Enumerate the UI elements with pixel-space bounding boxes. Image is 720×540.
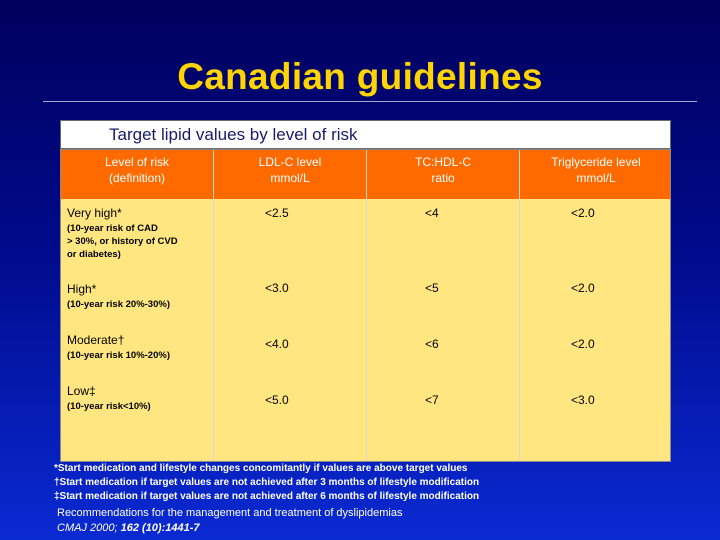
- cell-ratio-high: <5: [425, 281, 439, 295]
- header-ldl: LDL-C level mmol/L: [258, 155, 322, 185]
- cell-ldl-very-high: <2.5: [265, 206, 289, 220]
- slide-title: Canadian guidelines: [177, 56, 543, 97]
- header-risk-level: Level of risk (definition): [104, 155, 170, 185]
- column-divider: [366, 150, 367, 462]
- footnote-low: ‡Start medication if target values are not achieved after 6 months of lifestyle modification: [54, 491, 480, 502]
- title-divider: [43, 101, 697, 102]
- cell-ldl-moderate: <4.0: [265, 337, 289, 351]
- cell-tg-low: <3.0: [571, 393, 595, 407]
- row-detail-high: (10-year risk 20%-30%): [67, 299, 170, 310]
- cell-ldl-high: <3.0: [265, 281, 289, 295]
- cell-ldl-low: <5.0: [265, 393, 289, 407]
- row-label-very-high: Very high*: [67, 206, 122, 220]
- header-triglyceride: Triglyceride level mmol/L: [551, 155, 641, 185]
- footnote-moderate: †Start medication if target values are not achieved after 3 months of lifestyle modification: [54, 477, 480, 488]
- cell-ratio-moderate: <6: [425, 337, 439, 351]
- table-caption: Target lipid values by level of risk: [109, 125, 358, 144]
- row-label-moderate: Moderate†: [67, 333, 125, 347]
- row-label-low: Low‡: [67, 384, 96, 398]
- cell-tg-moderate: <2.0: [571, 337, 595, 351]
- cell-ratio-low: <7: [425, 393, 439, 407]
- table-caption-bar: [60, 120, 671, 149]
- reference-title: Recommendations for the management and treatment of dyslipidemias: [57, 507, 403, 519]
- reference-volume-pages: 162 (10):1441-7: [120, 522, 200, 534]
- row-detail-low: (10-year risk<10%): [67, 401, 151, 412]
- column-divider: [213, 150, 214, 462]
- reference-journal: CMAJ 2000;: [57, 522, 121, 534]
- footnote-very-high-high: *Start medication and lifestyle changes concomitantly if values are above target values: [54, 463, 468, 474]
- lipid-targets-table: [60, 149, 671, 462]
- cell-ratio-very-high: <4: [425, 206, 439, 220]
- row-detail-very-high: (10-year risk of CAD > 30%, or history of CVD or diabetes): [67, 223, 178, 260]
- cell-tg-high: <2.0: [571, 281, 595, 295]
- column-divider: [519, 150, 520, 462]
- reference-citation: [57, 522, 199, 534]
- cell-tg-very-high: <2.0: [571, 206, 595, 220]
- row-label-high: High*: [67, 282, 97, 296]
- header-tc-hdl-ratio: TC:HDL-C ratio: [415, 155, 471, 185]
- row-detail-moderate: (10-year risk 10%-20%): [67, 350, 170, 361]
